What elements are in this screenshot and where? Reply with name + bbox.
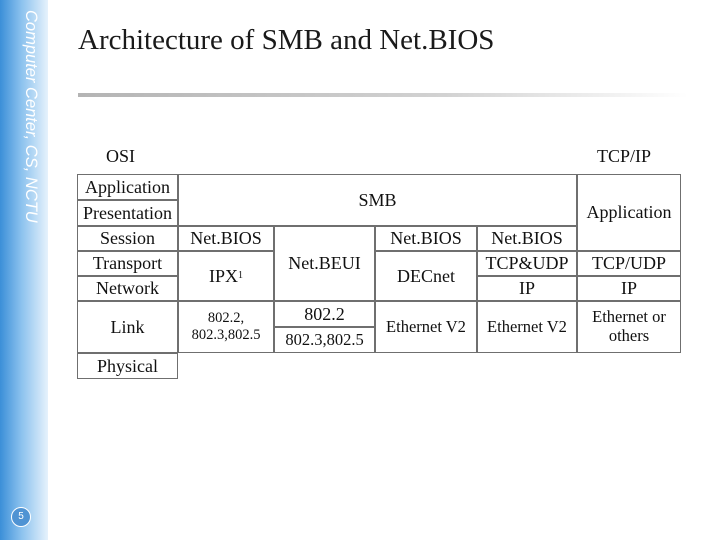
netbeui-cell: Net.BEUI [274, 226, 375, 301]
osi-application: Application [77, 174, 178, 200]
header-osi: OSI [106, 146, 136, 166]
netbios-cell-3: Net.BIOS [477, 226, 577, 251]
tcpip-application-cell: Application [577, 174, 681, 251]
osi-physical: Physical [77, 353, 178, 379]
tcp-and-udp-cell: TCP&UDP [477, 251, 577, 276]
slide-title: Architecture of SMB and Net.BIOS [78, 24, 495, 56]
osi-transport: Transport [77, 251, 178, 276]
link-8023-8025-cell: 802.3,802.5 [274, 327, 375, 353]
osi-session: Session [77, 226, 178, 251]
title-divider [78, 93, 688, 97]
page-number: 5 [11, 507, 31, 527]
smb-cell: SMB [178, 174, 577, 226]
ip-cell-1: IP [477, 276, 577, 301]
ethernet-or-others-cell: Ethernet or others [577, 301, 681, 353]
ipx-label: IPX [208, 265, 238, 286]
osi-network: Network [77, 276, 178, 301]
link-8022-cell: 802.2 [274, 301, 375, 327]
ethernet-v2-cell-2: Ethernet V2 [477, 301, 577, 353]
ethernet-v2-cell-1: Ethernet V2 [375, 301, 477, 353]
netbios-cell-1: Net.BIOS [178, 226, 274, 251]
sidebar-title: Computer Center, CS, NCTU [22, 10, 40, 223]
ip-cell-2: IP [577, 276, 681, 301]
link-8022-8023-cell: 802.2, 802.3,802.5 [178, 301, 274, 353]
sidebar [0, 0, 48, 540]
header-tcpip: TCP/IP [597, 146, 652, 166]
ipx-cell: IPX 1 [178, 251, 274, 301]
decnet-cell: DECnet [375, 251, 477, 301]
osi-link: Link [77, 301, 178, 353]
netbios-cell-2: Net.BIOS [375, 226, 477, 251]
osi-presentation: Presentation [77, 200, 178, 226]
tcp-udp-cell: TCP/UDP [577, 251, 681, 276]
